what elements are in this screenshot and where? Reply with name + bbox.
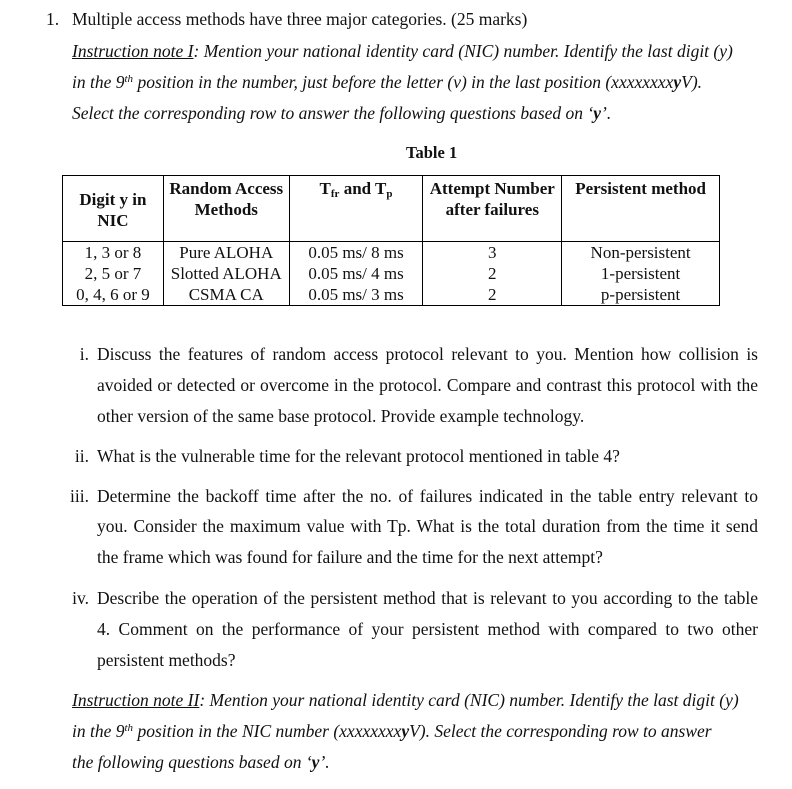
instruction-note-2-line-2 [72,721,712,741]
nic-digit-y: y [311,752,320,772]
note-text: ). [691,72,703,92]
header-attempt: Attempt Number after failures [423,176,562,242]
note-text: in the 9 [72,72,125,92]
cell-digit: 2, 5 or 7 [63,263,164,284]
item-number: iv. [72,588,89,608]
item-iii-line: the frame which was found for failure and the time for the next attempt? [97,547,603,567]
cell-digit: 1, 3 or 8 [63,242,164,264]
cell-times: 0.05 ms/ 4 ms [289,263,423,284]
note-text: : Mention your national identity card (NIC) number. Identify the last digit (y) [199,690,739,710]
table-caption: Table 1 [406,143,458,162]
item-number: i. [79,344,89,364]
cell-times: 0.05 ms/ 8 ms [289,242,423,264]
item-i-line: other version of the same base protocol. Provide example technology. [97,406,585,426]
instruction-note-2-label: Instruction note II [72,690,200,710]
note-text: Select the corresponding row to answer the following questions based on ‘ [72,103,594,123]
item-iv-line: persistent methods? [97,650,236,670]
nic-letter-v: V [681,72,692,92]
table-header-row [63,176,720,242]
superscript: th [124,722,134,734]
instruction-note-1-line-2 [72,72,702,92]
item-number: iii. [70,486,89,506]
question-number: 1. [46,9,60,29]
nic-digit-y: y [673,72,682,92]
question-text: Multiple access methods have three major categories. (25 marks) [72,9,528,29]
cell-method: Pure ALOHA [163,242,289,264]
cell-method: CSMA CA [163,284,289,306]
instruction-note-1-line-1 [72,41,758,61]
nic-digit-y: y [401,721,410,741]
item-iii-line: Determine the backoff time after the no. of failures indicated in the table entry relevant to [97,486,758,506]
note-text: position in the NIC number (xxxxxxxx [133,721,402,741]
cell-persistent: p-persistent [562,284,720,306]
table-row [63,242,720,264]
cell-digit: 0, 4, 6 or 9 [63,284,164,306]
superscript: th [124,73,134,85]
table-row [63,284,720,306]
instruction-note-2-line-1 [72,690,739,710]
cell-persistent: Non-persistent [562,242,720,264]
note-text: in the 9 [72,721,125,741]
item-ii-line: What is the vulnerable time for the relevant protocol mentioned in table 4? [97,446,620,466]
cell-times: 0.05 ms/ 3 ms [289,284,423,306]
note-text: : Mention your national identity card (NIC) number. Identify the last digit (y) [193,41,733,61]
instruction-note-2-line-3 [72,752,330,772]
instruction-note-1-label: Instruction note I [72,41,194,61]
item-iv-line: 4. Comment on the performance of your persistent method with compared to two other [97,619,758,639]
cell-attempt: 2 [423,284,562,306]
nic-letter-v: V [409,721,420,741]
item-i-line: avoided or detected or overcome in the protocol. Compare and contrast this protocol with the [97,375,758,395]
instruction-note-1-line-3 [72,103,611,123]
item-i-line: Discuss the features of random access protocol relevant to you. Mention how collision is [97,344,758,364]
header-method: Random Access Methods [163,176,289,242]
cell-method: Slotted ALOHA [163,263,289,284]
cell-attempt: 3 [423,242,562,264]
note-text: the following questions based on ‘ [72,752,312,772]
note-text: ’. [319,752,330,772]
note-text: ’. [601,103,612,123]
note-text: ). Select the corresponding row to answer [419,721,712,741]
table-row [63,263,720,284]
header-digit: Digit y in NIC [63,176,164,242]
cell-persistent: 1-persistent [562,263,720,284]
item-iii-line: you. Consider the maximum value with Tp. What is the total duration from the time it send [97,516,758,536]
item-number: ii. [74,446,89,466]
header-times: $T_{fr}$ and $T_p$ [289,176,423,242]
cell-attempt: 2 [423,263,562,284]
note-text: position in the number, just before the letter (v) in the last position (xxxxxxxx [133,72,674,92]
header-persistent: Persistent method [562,176,720,242]
item-iv-line: Describe the operation of the persistent method that is relevant to you according to the table [97,588,758,608]
nic-digit-y: y [593,103,602,123]
table-1 [62,175,720,306]
